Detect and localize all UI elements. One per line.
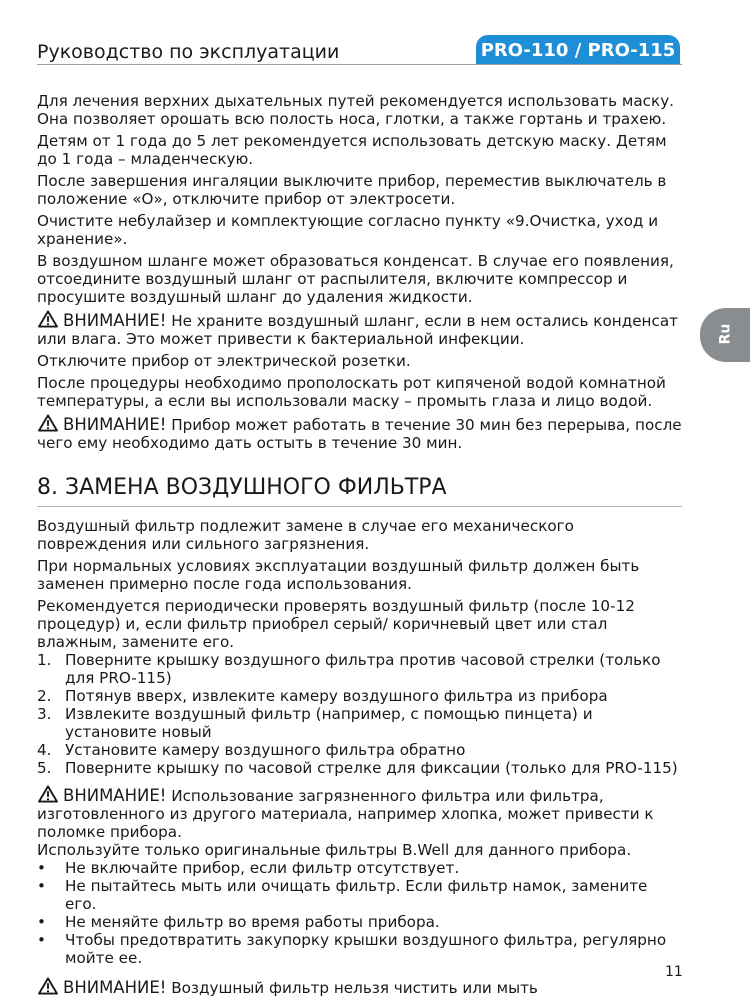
warning-label: ВНИМАНИЕ! (63, 786, 167, 805)
list-item: • Не включайте прибор, если фильтр отсутствует. (37, 859, 682, 877)
warning-text: Использование загрязненного фильтра или фильтра, изготовленного из другого материала, например хлопка, может привести к поломке прибора. (37, 787, 654, 841)
step-text: Установите камеру воздушного фильтра обратно (65, 741, 466, 759)
steps-list (37, 651, 682, 777)
warning-text: Не храните воздушный шланг, если в нем остались конденсат или влага. Это может привести к бактериальной инфекции. (37, 312, 678, 348)
step-text: Поверните крышку по часовой стрелке для фиксации (только для PRO-115) (65, 759, 678, 777)
section-title: 8. ЗАМЕНА ВОЗДУШНОГО ФИЛЬТРА (37, 475, 447, 500)
paragraph: Очистите небулайзер и комплектующие согласно пункту «9.Очистка, уход и хранение». (37, 212, 659, 248)
language-tab-label: Ru (717, 323, 734, 345)
paragraph: Используйте только оригинальные фильтры B.Well для данного прибора. (37, 841, 632, 859)
bullet-list (37, 859, 682, 967)
step-number: 2. (37, 687, 52, 705)
step-number: 5. (37, 759, 52, 777)
step-text: Потянув вверх, извлеките камеру воздушного фильтра из прибора (65, 687, 608, 705)
model-badge: PRO-110 / PRO-115 (476, 35, 680, 65)
warning-note (37, 310, 682, 348)
paragraph: При нормальных условиях эксплуатации воздушный фильтр должен быть заменен примерно после года использования. (37, 557, 640, 593)
document-body (37, 92, 682, 1001)
warning-triangle-icon (37, 310, 59, 328)
list-item (37, 651, 682, 687)
step-number: 3. (37, 705, 52, 723)
page-number: 11 (665, 964, 683, 980)
step-text: Извлеките воздушный фильтр (например, с помощью пинцета) и установите новый (65, 705, 593, 741)
paragraph: Детям от 1 года до 5 лет рекомендуется использовать детскую маску. Детям до 1 года – младенческую. (37, 132, 667, 168)
paragraph: Рекомендуется периодически проверять воздушный фильтр (после 10-12 процедур) и, если фильтр приобрел серый/ коричневый цвет или стал влажным, замените его. (37, 597, 635, 651)
warning-label: ВНИМАНИЕ! (63, 978, 167, 997)
list-item: • Чтобы предотвратить закупорку крышки воздушного фильтра, регулярно мойте ее. (37, 931, 682, 967)
header-divider (37, 64, 682, 65)
step-text: Поверните крышку воздушного фильтра против часовой стрелки (только для PRO-115) (65, 651, 661, 687)
list-item (37, 741, 682, 759)
warning-label: ВНИМАНИЕ! (63, 311, 167, 330)
paragraph: Воздушный фильтр подлежит замене в случае его механического повреждения или сильного загрязнения. (37, 517, 574, 553)
warning-note (37, 977, 682, 997)
list-item (37, 759, 682, 777)
warning-text: Прибор может работать в течение 30 мин без перерыва, после чего ему необходимо дать остыть в течение 30 мин. (37, 416, 682, 452)
warning-triangle-icon (37, 414, 59, 432)
warning-text: Воздушный фильтр нельзя чистить или мыть (166, 979, 538, 997)
list-item (37, 687, 682, 705)
list-item: • Не меняйте фильтр во время работы прибора. (37, 913, 682, 931)
list-item (37, 705, 682, 741)
warning-triangle-icon (37, 977, 59, 995)
warning-label: ВНИМАНИЕ! (63, 415, 167, 434)
paragraph: В воздушном шланге может образоваться конденсат. В случае его появления, отсоедините воздушный шланг от распылителя, включите компрессор и просушите воздушный шланг до удаления жидкости. (37, 252, 674, 306)
page-header-title: Руководство по эксплуатации (37, 41, 340, 63)
warning-note (37, 785, 682, 841)
language-tab (700, 308, 750, 362)
paragraph: Отключите прибор от электрической розетки. (37, 352, 411, 370)
step-number: 1. (37, 651, 52, 669)
step-number: 4. (37, 741, 52, 759)
paragraph: Для лечения верхних дыхательных путей рекомендуется использовать маску. Она позволяет орошать всю полость носа, глотки, а также гортань и трахею. (37, 92, 675, 128)
paragraph: После процедуры необходимо прополоскать рот кипяченой водой комнатной температуры, а если вы использовали маску – промыть глаза и лицо водой. (37, 374, 666, 410)
warning-note (37, 414, 682, 452)
section-divider (37, 506, 682, 507)
list-item: • Не пытайтесь мыть или очищать фильтр. Если фильтр намок, замените его. (37, 877, 682, 913)
warning-triangle-icon (37, 785, 59, 803)
paragraph: После завершения ингаляции выключите прибор, переместив выключатель в положение «O», отключите прибор от электросети. (37, 172, 667, 208)
